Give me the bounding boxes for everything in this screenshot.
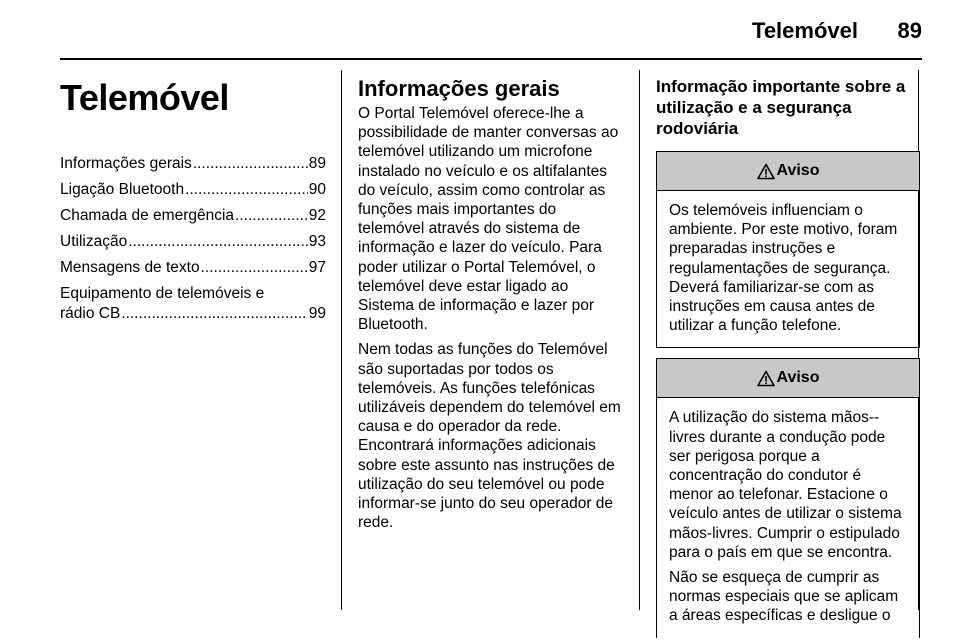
toc-entry-text: Equipamento de telemóveis e (60, 285, 265, 302)
page-number: 89 (897, 18, 922, 43)
toc-entry-text: Utilização (60, 233, 128, 250)
warning-triangle-icon (757, 163, 775, 180)
toc-leader (193, 154, 308, 174)
table-of-contents (60, 154, 326, 324)
warning-header (657, 359, 919, 398)
column-divider (341, 70, 342, 610)
warning-text: A utilização do sistema mãos--livres durante a condução pode ser perigosa porque a concentração do condutor é menor ao telefonar. Estacione o veículo antes de utilizar o sistema mãos-livres. Cumprir o estipulado para o país em que se encontra. (669, 409, 902, 561)
general-info-column (358, 70, 623, 538)
toc-entry-text: Ligação Bluetooth (60, 181, 185, 198)
toc-page: 97 (308, 259, 326, 276)
warning-box (656, 358, 920, 637)
toc-leader (235, 206, 308, 226)
toc-entry-text: Mensagens de texto (60, 259, 200, 276)
warning-label: Aviso (776, 162, 820, 179)
warning-label: Aviso (776, 369, 820, 387)
toc-entry-text: Informações gerais (60, 155, 192, 172)
toc-entry[interactable] (60, 232, 326, 252)
header-rule (60, 58, 922, 60)
subsection-title: Informação importante sobre a utilização e a segurança rodoviária (656, 77, 906, 138)
body-paragraph: O Portal Telemóvel oferece-lhe a possibilidade de manter conversas ao telemóvel utilizando um microfone instalado no veículo e os altifalantes do veículo, assim como controlar as funções mais importantes do telemóvel através do sistema de informação e lazer do veículo. Para poder utilizar o Portal Telemóvel, o telemóvel deve estar ligado ao Sistema de informação e lazer por Bluetooth. (358, 105, 619, 334)
warning-header (657, 152, 919, 191)
toc-leader (201, 258, 308, 278)
toc-entry[interactable] (60, 206, 326, 226)
toc-entry[interactable] (60, 154, 326, 174)
column-divider (639, 70, 640, 610)
toc-page: 99 (308, 305, 326, 322)
toc-leader (185, 180, 308, 200)
warning-triangle-icon (757, 370, 775, 387)
toc-entry[interactable] (60, 258, 326, 278)
toc-page: 89 (308, 155, 326, 172)
warning-text: Não se esqueça de cumprir as normas especiais que se aplicam a áreas específicas e desligue o (669, 569, 899, 625)
toc-page: 93 (308, 233, 326, 250)
toc-entry-text: rádio CB (60, 305, 121, 322)
toc-page: 90 (308, 181, 326, 198)
toc-leader (128, 232, 308, 252)
chapter-title: Telemóvel (60, 77, 229, 118)
page-header (0, 0, 960, 60)
running-header-title: Telemóvel (752, 18, 858, 43)
toc-entry-text: Chamada de emergência (60, 207, 235, 224)
body-paragraph: Nem todas as funções do Telemóvel são suportadas por todos os telemóveis. As funções telefónicas utilizáveis dependem do telemóvel em causa e do operador da rede. Encontrará informações adicionais sobre este assunto nas instruções de utilização do seu telemóvel ou pode informar-se junto do seu operador de rede. (358, 341, 621, 532)
safety-column (656, 70, 920, 638)
toc-column (60, 70, 326, 330)
warning-box (656, 151, 920, 348)
warning-body (657, 191, 919, 347)
section-title: Informações gerais (358, 76, 560, 101)
toc-entry[interactable] (60, 284, 326, 324)
toc-leader (121, 304, 307, 324)
toc-page: 92 (308, 207, 326, 224)
warning-text: Os telemóveis influenciam o ambiente. Por este motivo, foram preparadas instruções e regulamentações de segurança. Deverá familiarizar-se com as instruções em causa antes de utilizar a função telefone. (669, 202, 898, 335)
warning-body (657, 398, 919, 637)
toc-entry[interactable] (60, 180, 326, 200)
